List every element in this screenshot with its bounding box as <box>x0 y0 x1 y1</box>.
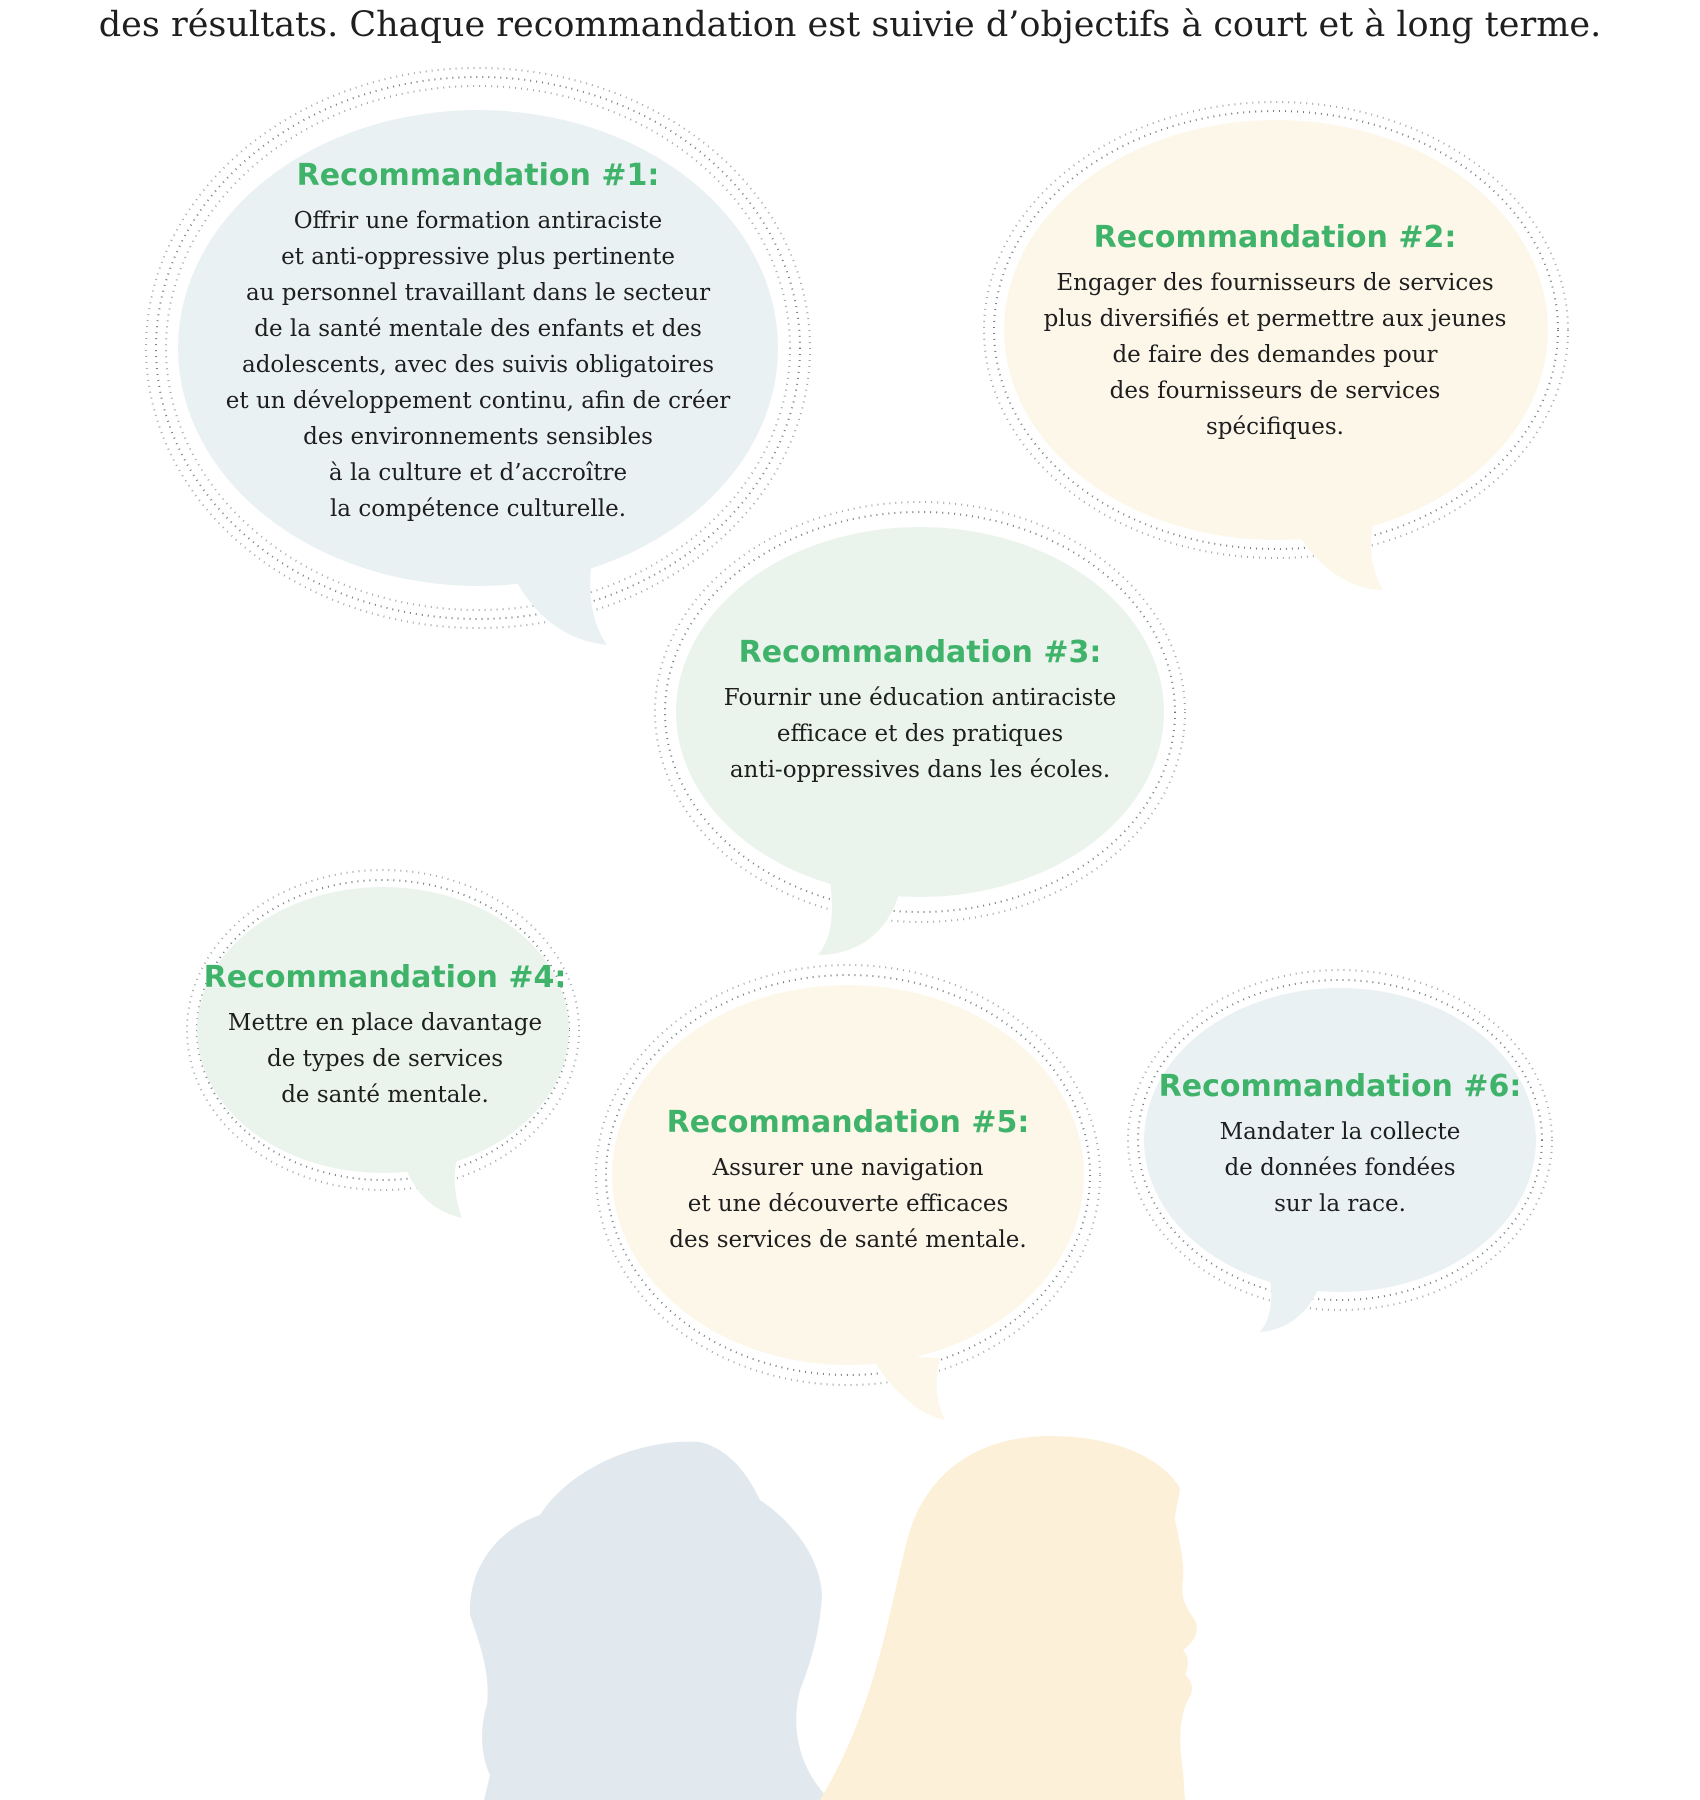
recommendation-6-title: Recommandation #6: <box>1158 1069 1522 1104</box>
recommendation-1-text: Offrir une formation antiraciste et anti-oppressive plus pertinente au personnel travaillant dans le secteur de la santé mentale des enfants et des adolescents, avec des suivis obligatoires et un développement continu, afin de créer des environnements sensibles à la culture et d’accroître la compétence culturelle. <box>225 208 731 522</box>
recommendation-3 <box>690 635 1150 788</box>
recommendation-4 <box>205 960 565 1113</box>
silhouette-blue-head <box>470 1442 830 1800</box>
silhouette-cream-head <box>820 1436 1197 1800</box>
recommendation-2 <box>1000 220 1550 445</box>
recommendation-4-title: Recommandation #4: <box>203 960 567 995</box>
recommendation-6 <box>1158 1069 1522 1222</box>
recommendation-2-text: Engager des fournisseurs de services plus diversifiés et permettre aux jeunes de faire des demandes pour des fournisseurs de services spécifiques. <box>1043 270 1507 440</box>
recommendation-2-title: Recommandation #2: <box>1093 220 1457 255</box>
recommendation-3-text: Fournir une éducation antiraciste efficace et des pratiques anti-oppressives dans les écoles. <box>723 685 1117 783</box>
recommendation-3-title: Recommandation #3: <box>738 635 1102 670</box>
intro-text: des résultats. Chaque recommandation est suivie d’objectifs à court et à long terme. <box>98 5 1602 45</box>
recommendation-1 <box>178 158 778 527</box>
recommendation-1-title: Recommandation #1: <box>296 158 660 193</box>
recommendation-4-text: Mettre en place davantage de types de services de santé mentale. <box>227 1010 543 1108</box>
recommendation-5-title: Recommandation #5: <box>666 1105 1030 1140</box>
recommendation-5-text: Assurer une navigation et une découverte efficaces des services de santé mentale. <box>669 1155 1027 1253</box>
recommendation-5 <box>638 1105 1058 1258</box>
recommendation-6-text: Mandater la collecte de données fondées sur la race. <box>1219 1119 1461 1217</box>
